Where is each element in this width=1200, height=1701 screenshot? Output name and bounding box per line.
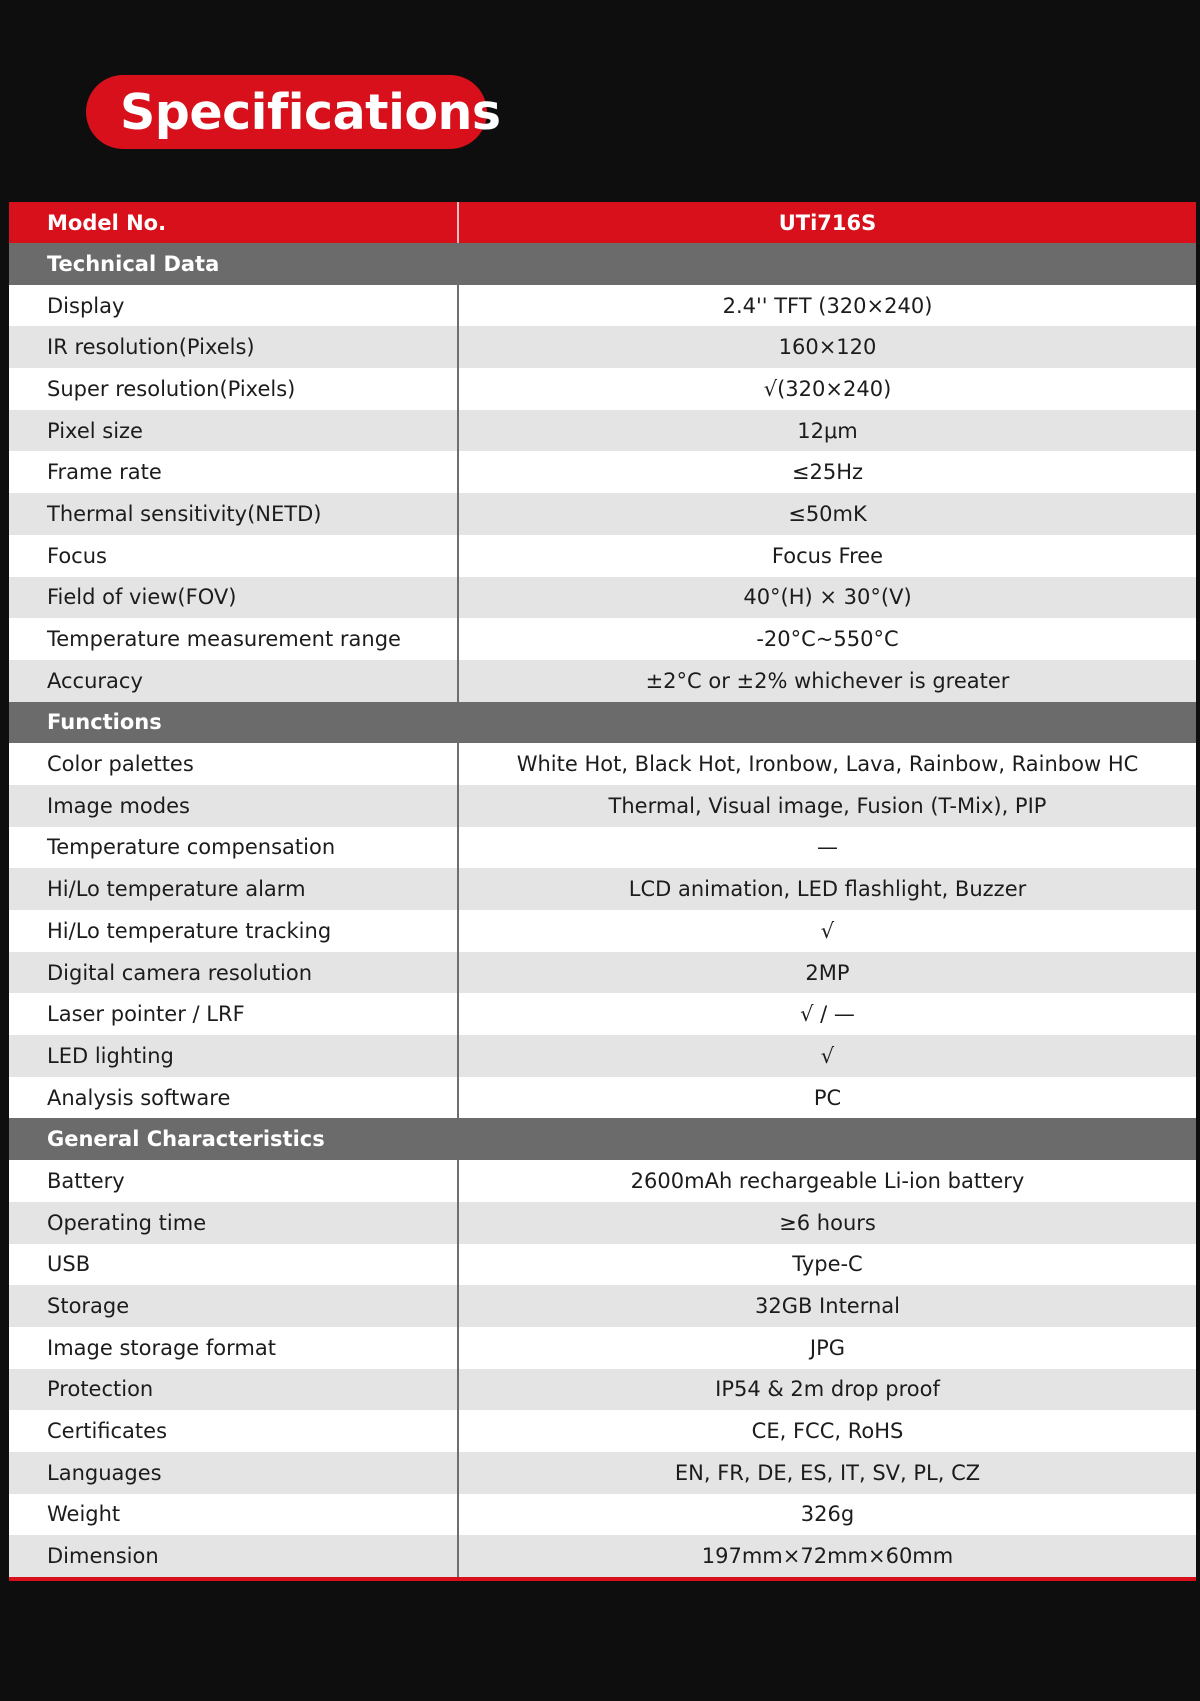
table-row [9, 1369, 1196, 1411]
spec-value: ≥6 hours [779, 1210, 876, 1235]
spec-label: Accuracy [9, 660, 459, 702]
spec-label: Hi/Lo temperature tracking [9, 910, 459, 952]
table-row [9, 743, 1196, 785]
spec-value: 2MP [805, 960, 850, 985]
table-row [9, 1244, 1196, 1286]
table-row [9, 868, 1196, 910]
spec-value: 326g [800, 1502, 855, 1527]
table-body [9, 243, 1196, 1577]
spec-label: Display [9, 285, 459, 327]
table-row [9, 410, 1196, 452]
spec-label: Laser pointer / LRF [9, 993, 459, 1035]
spec-label: Temperature measurement range [9, 618, 459, 660]
spec-label: Hi/Lo temperature alarm [9, 868, 459, 910]
page-title-badge [86, 75, 501, 149]
section-header-row [9, 243, 1196, 285]
spec-value: -20°C~550°C [756, 627, 899, 652]
spec-label: Field of view(FOV) [9, 577, 459, 619]
specifications-table [9, 202, 1196, 1581]
section-title: Functions [47, 710, 162, 735]
spec-label: Image storage format [9, 1327, 459, 1369]
spec-value: 32GB Internal [754, 1294, 900, 1319]
table-row [9, 1285, 1196, 1327]
spec-value: White Hot, Black Hot, Ironbow, Lava, Rainbow, Rainbow HC [516, 752, 1139, 777]
spec-label: Languages [9, 1452, 459, 1494]
spec-label: Color palettes [9, 743, 459, 785]
table-row [9, 368, 1196, 410]
spec-value: PC [813, 1085, 842, 1110]
table-row [9, 1452, 1196, 1494]
table-row [9, 993, 1196, 1035]
table-header-row [9, 202, 1196, 243]
spec-value: ≤25Hz [791, 460, 864, 485]
table-row [9, 1410, 1196, 1452]
section-header-row [9, 702, 1196, 744]
spec-label: Operating time [9, 1202, 459, 1244]
spec-value: Focus Free [771, 543, 884, 568]
table-row [9, 1535, 1196, 1577]
table-row [9, 827, 1196, 869]
table-row [9, 326, 1196, 368]
table-row [9, 910, 1196, 952]
spec-label: Super resolution(Pixels) [9, 368, 459, 410]
spec-label: Weight [9, 1494, 459, 1536]
spec-label: Frame rate [9, 451, 459, 493]
spec-value: CE, FCC, RoHS [751, 1419, 904, 1444]
spec-value: 2.4'' TFT (320×240) [722, 293, 933, 318]
spec-value: 197mm×72mm×60mm [701, 1544, 954, 1569]
spec-value: JPG [809, 1335, 846, 1360]
table-row [9, 1327, 1196, 1369]
spec-value: 2600mAh rechargeable Li-ion battery [630, 1168, 1025, 1193]
section-title: General Characteristics [47, 1127, 325, 1152]
spec-value: LCD animation, LED flashlight, Buzzer [628, 877, 1027, 902]
spec-label: USB [9, 1244, 459, 1286]
spec-label: Digital camera resolution [9, 952, 459, 994]
table-row [9, 1202, 1196, 1244]
table-row [9, 660, 1196, 702]
spec-value: √ [820, 1043, 835, 1068]
table-row [9, 577, 1196, 619]
spec-label: Temperature compensation [9, 827, 459, 869]
table-row [9, 535, 1196, 577]
spec-value: 12μm [797, 418, 858, 443]
spec-label: Pixel size [9, 410, 459, 452]
table-row [9, 952, 1196, 994]
spec-label: IR resolution(Pixels) [9, 326, 459, 368]
header-model-value: UTi716S [778, 210, 877, 235]
spec-value: √(320×240) [763, 376, 892, 401]
table-row [9, 1077, 1196, 1119]
section-title: Technical Data [47, 251, 220, 276]
header-label: Model No. [9, 202, 459, 243]
spec-value: Thermal, Visual image, Fusion (T-Mix), PIP [608, 793, 1047, 818]
table-row [9, 618, 1196, 660]
spec-label: Thermal sensitivity(NETD) [9, 493, 459, 535]
spec-label: Certificates [9, 1410, 459, 1452]
spec-value: 40°(H) × 30°(V) [743, 585, 912, 610]
section-header-row [9, 1118, 1196, 1160]
table-row [9, 451, 1196, 493]
spec-value: ±2°C or ±2% whichever is greater [645, 668, 1010, 693]
spec-label: Focus [9, 535, 459, 577]
spec-label: Image modes [9, 785, 459, 827]
spec-label: Analysis software [9, 1077, 459, 1119]
spec-label: LED lighting [9, 1035, 459, 1077]
table-row [9, 1494, 1196, 1536]
table-row [9, 1035, 1196, 1077]
table-row [9, 1160, 1196, 1202]
spec-value: √ / — [800, 1002, 855, 1027]
spec-value: 160×120 [778, 335, 877, 360]
spec-value: ≤50mK [788, 501, 867, 526]
spec-label: Battery [9, 1160, 459, 1202]
spec-value: √ [820, 918, 835, 943]
spec-value: Type-C [792, 1252, 863, 1277]
spec-label: Dimension [9, 1535, 459, 1577]
table-row [9, 493, 1196, 535]
spec-label: Storage [9, 1285, 459, 1327]
spec-value: IP54 & 2m drop proof [715, 1377, 940, 1402]
spec-value: — [817, 835, 838, 860]
spec-label: Protection [9, 1369, 459, 1411]
spec-value: EN, FR, DE, ES, IT, SV, PL, CZ [674, 1460, 981, 1485]
table-row [9, 285, 1196, 327]
table-row [9, 785, 1196, 827]
page-title: Specifications [120, 83, 501, 141]
